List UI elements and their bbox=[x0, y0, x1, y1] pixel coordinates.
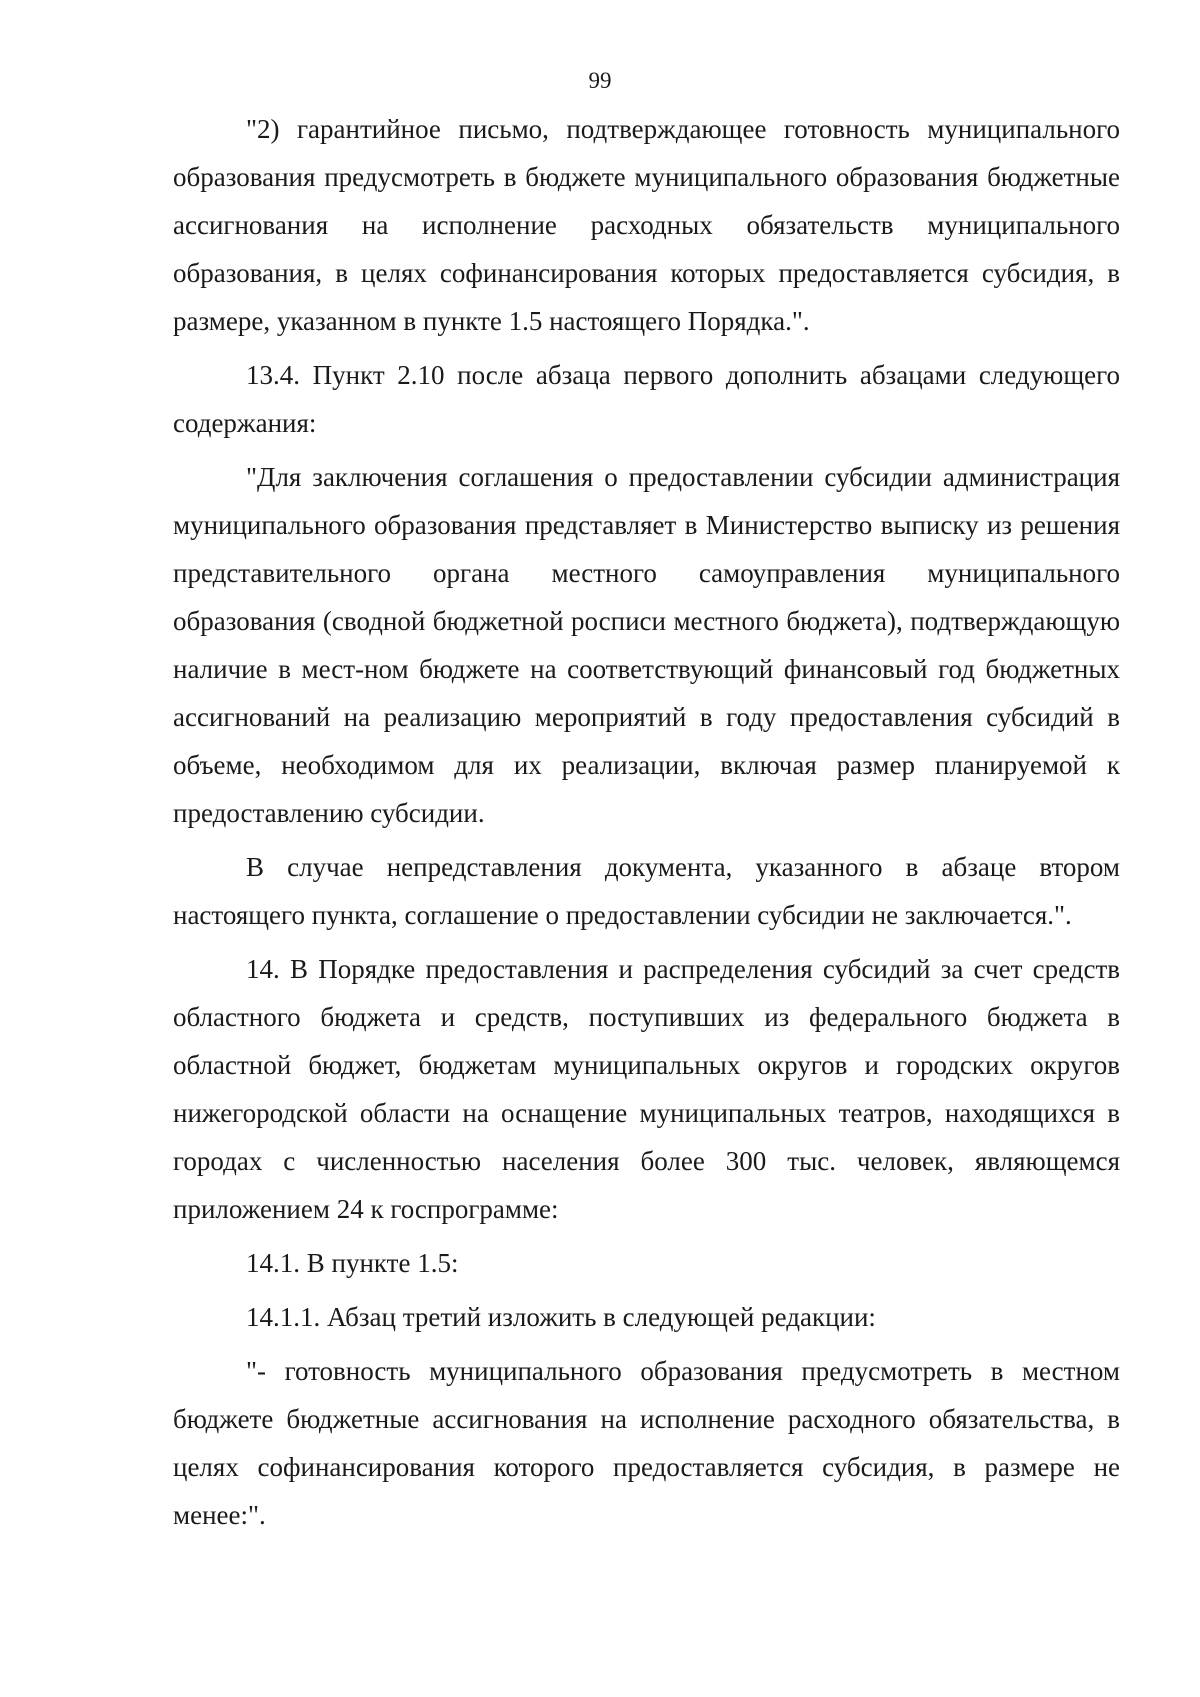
paragraph-14-1: 14.1. В пункте 1.5: bbox=[246, 1248, 459, 1278]
paragraph-14-1-1: 14.1.1. Абзац третий изложить в следующей редакции: bbox=[246, 1302, 876, 1332]
paragraph-guarantee-letter: "2) гарантийное письмо, подтверждающее готовность муниципального образования предусмотреть в бюджете муниципального образования бюджетные ассигнования на исполнение расходных обязательств муниципального образования, в целях софинансирования которых предоставляется субсидия, в размере, указанном в пункте 1.5 настоящего Порядка.". bbox=[173, 114, 1120, 336]
paragraph-14: 14. В Порядке предоставления и распределения субсидий за счет средств областного бюджета и средств, поступивших из федерального бюджета в областной бюджет, бюджетам муниципальных округов и городских округов нижегородской области на оснащение муниципальных театров, находящихся в городах с численностью населения более 300 тыс. человек, являющемся приложением 24 к госпрограмме: bbox=[173, 954, 1120, 1224]
paragraph-readiness: "- готовность муниципального образования предусмотреть в местном бюджете бюджетные ассигнования на исполнение расходного обязательства, в целях софинансирования которого предоставляется субсидия, в размере не менее:". bbox=[173, 1356, 1120, 1530]
paragraph-agreement-conclusion: "Для заключения соглашения о предоставлении субсидии администрация муниципального образования представляет в Министерство выписку из решения представительного органа местного самоуправления муниципального образования (сводной бюджетной росписи местного бюджета), подтверждающую наличие в мест-ном бюджете на соответствующий финансовый год бюджетных ассигнований на реализацию мероприятий в году предоставления субсидий в объеме, необходимом для их реализации, включая размер планируемой к предоставлению субсидии. bbox=[173, 462, 1120, 828]
page-number: 99 bbox=[588, 68, 612, 93]
document-body bbox=[173, 105, 1120, 1539]
paragraph-non-submission: В случае непредставления документа, указанного в абзаце втором настоящего пункта, соглашение о предоставлении субсидии не заключается.". bbox=[173, 852, 1120, 930]
paragraph-13-4: 13.4. Пункт 2.10 после абзаца первого дополнить абзацами следующего содержания: bbox=[173, 360, 1120, 438]
